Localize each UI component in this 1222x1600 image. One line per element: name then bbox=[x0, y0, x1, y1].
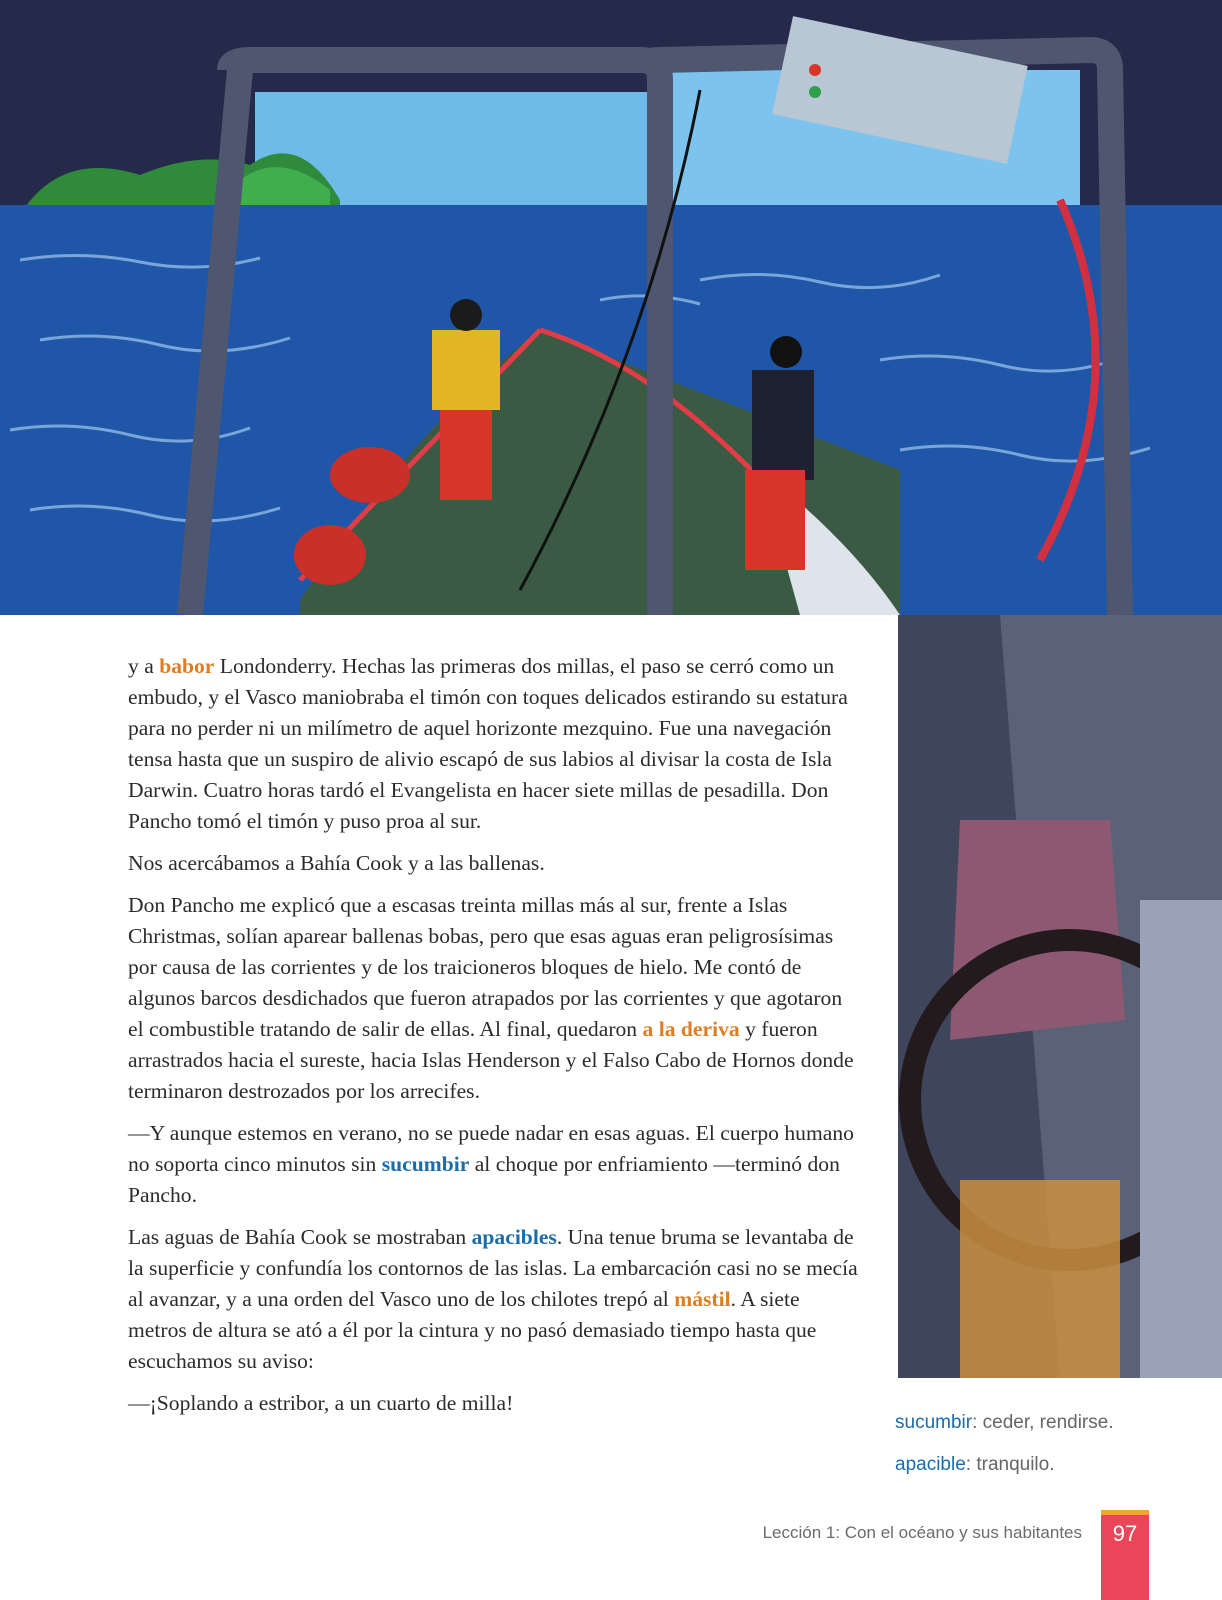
keyword-mastil: mástil bbox=[674, 1287, 731, 1311]
text-span: al choque por enfriamiento —terminó don Pancho. bbox=[128, 1152, 840, 1207]
glossary-term: apacible bbox=[895, 1454, 966, 1475]
paragraph-6: —¡Soplando a estribor, a un cuarto de milla! bbox=[128, 1391, 514, 1415]
paragraph-5 bbox=[128, 1222, 858, 1377]
text-span: . Una tenue bruma se levantaba de la superficie y confundía los contornos de las islas. La embarcación casi no se mecía al avanzar, y a una orden del Vasco uno de los chilotes trepó al bbox=[128, 1225, 858, 1311]
glossary-entry bbox=[895, 1412, 1114, 1434]
paragraph-2: Nos acercábamos a Bahía Cook y a las ballenas. bbox=[128, 851, 545, 875]
text-span: y a bbox=[128, 654, 160, 678]
text-span: Don Pancho me explicó que a escasas treinta millas más al sur, frente a Islas Christmas, solían aparear ballenas bobas, pero que esas aguas eran peligrosísimas por causa de las corrientes y de los traicioneros bloques de hielo. Me contó de algunos barcos desdichados que fueron atrapados por las corrientes y que agotaron el combustible tratando de salir de ellas. Al final, quedaron bbox=[128, 893, 843, 1041]
paragraph-3 bbox=[128, 890, 858, 1107]
glossary bbox=[895, 1412, 1114, 1496]
keyword-apacibles: apacibles bbox=[471, 1225, 557, 1249]
keyword-a-la-deriva: a la deriva bbox=[642, 1017, 740, 1041]
footer-lesson-label: Lección 1: Con el océano y sus habitantes bbox=[762, 1523, 1082, 1542]
page-number-tab bbox=[1101, 1510, 1149, 1600]
text-span: Londonderry. Hechas las primeras dos millas, el paso se cerró como un embudo, y el Vasco maniobraba el timón con toques delicados estirando su estatura para no perder ni un milímetro de aquel horizonte mezquino. Fue una navegación tensa hasta que un suspiro de alivio escapó de sus labios al divisar la costa de Isla Darwin. Cuatro horas tardó el Evangelista en hacer siete millas de pesadilla. Don Pancho tomó el timón y puso proa al sur. bbox=[128, 654, 848, 833]
text-span: —Y aunque estemos en verano, no se puede nadar en esas aguas. El cuerpo humano no soporta cinco minutos sin bbox=[128, 1121, 854, 1176]
keyword-sucumbir: sucumbir bbox=[381, 1152, 470, 1176]
text-span: . A siete metros de altura se ató a él por la cintura y no pasó demasiado tiempo hasta que escuchamos su aviso: bbox=[128, 1287, 817, 1373]
story-text bbox=[128, 651, 858, 1430]
paragraph-4 bbox=[128, 1118, 858, 1211]
text-span: Las aguas de Bahía Cook se mostraban bbox=[128, 1225, 472, 1249]
glossary-definition: : ceder, rendirse. bbox=[972, 1412, 1114, 1433]
figure-dark-jacket bbox=[745, 336, 814, 570]
glossary-entry bbox=[895, 1454, 1114, 1476]
page-number: 97 bbox=[1112, 1521, 1138, 1546]
text-span: y fueron arrastrados hacia el sureste, hacia Islas Henderson y el Falso Cabo de Hornos donde terminaron destrozados por los arrecifes. bbox=[128, 1017, 854, 1103]
paragraph-1 bbox=[128, 651, 858, 837]
glossary-definition: : tranquilo. bbox=[965, 1454, 1055, 1475]
glossary-term: sucumbir bbox=[895, 1412, 973, 1433]
keyword-babor: babor bbox=[159, 654, 215, 678]
